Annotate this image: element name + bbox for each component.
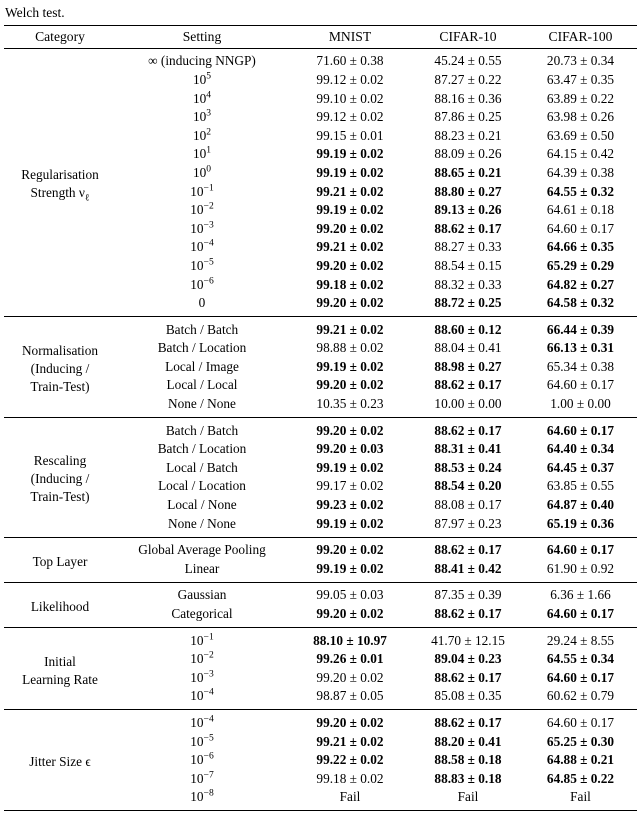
value-cell-cifar-100: 20.73 ± 0.34 bbox=[546, 53, 615, 69]
value-cell-mnist: 99.20 ± 0.02 bbox=[316, 220, 384, 236]
value-cell-mnist: 99.19 ± 0.02 bbox=[316, 358, 384, 374]
value-cell-cifar-100: 64.60 ± 0.17 bbox=[546, 714, 615, 730]
table-row bbox=[4, 317, 637, 340]
value-cell-mnist: 99.22 ± 0.02 bbox=[316, 752, 384, 768]
table-row bbox=[4, 710, 637, 733]
setting-cell: Gaussian bbox=[177, 587, 227, 603]
value-cell-mnist: 99.20 ± 0.03 bbox=[316, 441, 384, 457]
value-cell-cifar-100: 64.55 ± 0.32 bbox=[546, 183, 615, 199]
value-cell-cifar-100: 64.60 ± 0.17 bbox=[546, 542, 615, 558]
value-cell-mnist: 99.20 ± 0.02 bbox=[316, 257, 384, 273]
value-cell-mnist: 99.19 ± 0.02 bbox=[316, 459, 384, 475]
category-cell: Jitter Size ϵ bbox=[29, 754, 91, 770]
value-cell-mnist: 99.19 ± 0.02 bbox=[316, 560, 384, 576]
setting-cell: $10^2$ bbox=[192, 126, 212, 143]
value-cell-mnist: 98.88 ± 0.02 bbox=[316, 340, 384, 356]
table-header bbox=[4, 25, 637, 48]
value-cell-cifar-100: 65.34 ± 0.38 bbox=[546, 358, 615, 374]
setting-cell: $10^{-4}$ bbox=[190, 237, 214, 255]
setting-cell: None / None bbox=[168, 515, 236, 531]
setting-cell: $10^{-4}$ bbox=[190, 686, 214, 704]
setting-cell: $10^{-7}$ bbox=[190, 769, 214, 786]
value-cell-cifar-100: 64.45 ± 0.37 bbox=[546, 459, 615, 475]
value-cell-mnist: 99.20 ± 0.02 bbox=[316, 377, 384, 393]
column-header-cifar-100: CIFAR-100 bbox=[548, 28, 613, 44]
value-cell-cifar-100: 64.87 ± 0.40 bbox=[546, 497, 615, 513]
value-cell-cifar-10: 88.54 ± 0.15 bbox=[434, 257, 502, 273]
setting-cell: $10^{-5}$ bbox=[190, 256, 214, 273]
setting-cell: Batch / Batch bbox=[165, 321, 239, 337]
setting-cell: $10^4$ bbox=[192, 89, 212, 106]
value-cell-cifar-10: 85.08 ± 0.35 bbox=[434, 688, 502, 704]
value-cell-cifar-100: 64.66 ± 0.35 bbox=[546, 239, 615, 255]
value-cell-cifar-100: 64.60 ± 0.17 bbox=[546, 606, 615, 621]
value-cell-cifar-10: 88.62 ± 0.17 bbox=[434, 542, 502, 558]
setting-cell: Global Average Pooling bbox=[138, 542, 266, 558]
setting-cell: Local / Local bbox=[166, 377, 238, 393]
category-cell: Likelihood bbox=[30, 598, 90, 614]
category-cell: Rescaling (Inducing / Train-Test) bbox=[30, 453, 90, 505]
value-cell-mnist: 99.23 ± 0.02 bbox=[316, 497, 384, 513]
value-cell-cifar-10: 88.98 ± 0.27 bbox=[434, 358, 502, 374]
value-cell-cifar-10: 88.62 ± 0.17 bbox=[434, 422, 502, 438]
value-cell-mnist: 99.20 ± 0.02 bbox=[316, 295, 384, 311]
results-table bbox=[4, 25, 637, 812]
value-cell-cifar-100: 63.85 ± 0.55 bbox=[546, 478, 615, 494]
value-cell-mnist: 99.19 ± 0.02 bbox=[316, 202, 384, 218]
setting-cell: $10^5$ bbox=[192, 70, 212, 87]
setting-cell: $10^{-5}$ bbox=[190, 732, 214, 749]
value-cell-cifar-10: 41.70 ± 12.15 bbox=[431, 632, 505, 648]
value-cell-cifar-10: 88.27 ± 0.33 bbox=[434, 239, 502, 255]
value-cell-mnist: 99.20 ± 0.02 bbox=[316, 606, 384, 621]
value-cell-mnist: 99.19 ± 0.02 bbox=[316, 164, 384, 180]
setting-cell: $10^0$ bbox=[192, 163, 212, 180]
value-cell-mnist: 99.19 ± 0.02 bbox=[316, 146, 384, 162]
setting-cell: Batch / Location bbox=[157, 340, 247, 356]
value-cell-mnist: 99.20 ± 0.02 bbox=[316, 542, 384, 558]
setting-cell: Batch / Location bbox=[157, 441, 247, 457]
value-cell-cifar-100: 64.60 ± 0.17 bbox=[546, 422, 615, 438]
value-cell-cifar-100: 64.85 ± 0.22 bbox=[546, 770, 615, 786]
value-cell-mnist: 99.05 ± 0.03 bbox=[316, 587, 384, 603]
value-cell-cifar-10: 88.62 ± 0.17 bbox=[434, 714, 502, 730]
value-cell-mnist: 99.20 ± 0.02 bbox=[316, 714, 384, 730]
value-cell-cifar-10: 88.83 ± 0.18 bbox=[434, 770, 502, 786]
setting-cell: Linear bbox=[184, 560, 220, 576]
setting-cell: $10^{-1}$ bbox=[190, 631, 214, 648]
value-cell-mnist: 99.18 ± 0.02 bbox=[316, 770, 384, 786]
value-cell-cifar-10: 10.00 ± 0.00 bbox=[434, 396, 502, 412]
setting-cell: $10^{-3}$ bbox=[190, 668, 214, 685]
value-cell-cifar-100: 64.55 ± 0.34 bbox=[546, 651, 615, 667]
setting-cell: None / None bbox=[168, 396, 236, 412]
setting-cell: $10^{-2}$ bbox=[190, 200, 214, 218]
table-row bbox=[4, 628, 637, 651]
value-cell-cifar-100: 63.89 ± 0.22 bbox=[546, 90, 615, 106]
value-cell-cifar-100: 64.61 ± 0.18 bbox=[546, 202, 615, 218]
category-cell: Regularisation Strength $\nu_\ell$ bbox=[21, 167, 99, 204]
value-cell-cifar-10: 88.58 ± 0.18 bbox=[434, 752, 502, 768]
value-cell-cifar-100: 65.29 ± 0.29 bbox=[546, 257, 615, 273]
setting-cell: $10^{-6}$ bbox=[190, 275, 214, 292]
value-cell-cifar-10: 88.32 ± 0.33 bbox=[434, 276, 502, 292]
setting-cell: $10^{-8}$ bbox=[190, 787, 214, 805]
value-cell-mnist: 99.19 ± 0.02 bbox=[316, 515, 384, 531]
value-cell-cifar-100: 64.39 ± 0.38 bbox=[546, 164, 615, 180]
value-cell-cifar-100: 1.00 ± 0.00 bbox=[550, 396, 611, 412]
table-row bbox=[4, 418, 637, 441]
table-row bbox=[4, 537, 637, 560]
value-cell-mnist: 99.21 ± 0.02 bbox=[316, 239, 384, 255]
table-row bbox=[4, 582, 637, 605]
setting-cell: Local / Image bbox=[165, 358, 239, 374]
value-cell-cifar-100: 64.60 ± 0.17 bbox=[546, 377, 615, 393]
table-section bbox=[4, 582, 637, 627]
value-cell-mnist: 10.35 ± 0.23 bbox=[316, 396, 384, 412]
category-cell: Normalisation (Inducing / Train-Test) bbox=[21, 342, 99, 394]
value-cell-cifar-100: 29.24 ± 8.55 bbox=[546, 632, 615, 648]
value-cell-cifar-10: 88.65 ± 0.21 bbox=[434, 164, 502, 180]
table-section bbox=[4, 628, 637, 710]
value-cell-cifar-100: Fail bbox=[570, 789, 591, 805]
table-section bbox=[4, 710, 637, 811]
value-cell-cifar-100: 63.98 ± 0.26 bbox=[546, 109, 615, 125]
value-cell-cifar-100: 6.36 ± 1.66 bbox=[550, 587, 611, 603]
value-cell-cifar-10: 88.41 ± 0.42 bbox=[434, 560, 502, 576]
setting-cell: Local / None bbox=[167, 497, 237, 513]
header-row bbox=[4, 25, 637, 48]
table-section bbox=[4, 317, 637, 418]
value-cell-mnist: 99.20 ± 0.02 bbox=[316, 669, 384, 685]
value-cell-mnist: 99.10 ± 0.02 bbox=[316, 90, 384, 106]
value-cell-mnist: 99.12 ± 0.02 bbox=[316, 71, 384, 87]
value-cell-cifar-10: 87.97 ± 0.23 bbox=[434, 515, 502, 531]
value-cell-cifar-10: 45.24 ± 0.55 bbox=[434, 53, 502, 69]
value-cell-cifar-100: 64.40 ± 0.34 bbox=[546, 441, 615, 457]
setting-cell: 0 bbox=[198, 295, 206, 311]
setting-cell: $10^{-1}$ bbox=[190, 182, 214, 199]
value-cell-cifar-10: 88.62 ± 0.17 bbox=[434, 377, 502, 393]
value-cell-cifar-10: 88.62 ± 0.17 bbox=[434, 606, 502, 621]
value-cell-mnist: 99.12 ± 0.02 bbox=[316, 109, 384, 125]
value-cell-cifar-10: 88.62 ± 0.17 bbox=[434, 220, 502, 236]
value-cell-cifar-10: 89.04 ± 0.23 bbox=[434, 651, 502, 667]
value-cell-cifar-10: 88.62 ± 0.17 bbox=[434, 669, 502, 685]
table-section bbox=[4, 537, 637, 582]
table-section bbox=[4, 48, 637, 316]
value-cell-cifar-10: 88.23 ± 0.21 bbox=[434, 127, 502, 143]
value-cell-cifar-10: 88.04 ± 0.41 bbox=[434, 340, 502, 356]
value-cell-cifar-100: 63.69 ± 0.50 bbox=[546, 127, 615, 143]
setting-cell: Local / Location bbox=[158, 478, 246, 494]
value-cell-cifar-100: 65.19 ± 0.36 bbox=[546, 515, 615, 531]
column-header-mnist: MNIST bbox=[328, 28, 372, 44]
table-row bbox=[4, 48, 637, 71]
column-header-setting: Setting bbox=[182, 28, 222, 44]
value-cell-mnist: 99.20 ± 0.02 bbox=[316, 422, 384, 438]
setting-cell: ∞ (inducing NNGP) bbox=[148, 53, 256, 69]
value-cell-cifar-10: 88.60 ± 0.12 bbox=[434, 321, 502, 337]
setting-cell: Categorical bbox=[171, 606, 233, 621]
value-cell-cifar-100: 66.13 ± 0.31 bbox=[546, 340, 615, 356]
value-cell-mnist: 88.10 ± 10.97 bbox=[313, 632, 387, 648]
value-cell-cifar-10: 88.80 ± 0.27 bbox=[434, 183, 502, 199]
value-cell-cifar-100: 64.58 ± 0.32 bbox=[546, 295, 615, 311]
value-cell-cifar-10: 88.72 ± 0.25 bbox=[434, 295, 502, 311]
value-cell-cifar-100: 65.25 ± 0.30 bbox=[546, 733, 615, 749]
table-section bbox=[4, 418, 637, 538]
value-cell-cifar-10: 87.35 ± 0.39 bbox=[434, 587, 502, 603]
value-cell-mnist: 99.18 ± 0.02 bbox=[316, 276, 384, 292]
setting-cell: Batch / Batch bbox=[165, 422, 239, 438]
value-cell-mnist: 98.87 ± 0.05 bbox=[316, 688, 384, 704]
table-caption-text: Welch test. bbox=[5, 5, 65, 20]
value-cell-mnist: 99.21 ± 0.02 bbox=[316, 183, 384, 199]
value-cell-cifar-100: 60.62 ± 0.79 bbox=[546, 688, 615, 704]
setting-cell: Local / Batch bbox=[166, 459, 238, 475]
value-cell-cifar-10: 88.53 ± 0.24 bbox=[434, 459, 502, 475]
value-cell-cifar-10: 88.16 ± 0.36 bbox=[434, 90, 502, 106]
setting-cell: $10^{-2}$ bbox=[190, 649, 214, 667]
setting-cell: $10^{-6}$ bbox=[190, 750, 214, 768]
value-cell-mnist: 99.17 ± 0.02 bbox=[316, 478, 384, 494]
column-header-category: Category bbox=[35, 28, 85, 44]
value-cell-mnist: 99.21 ± 0.02 bbox=[316, 733, 384, 749]
value-cell-cifar-100: 63.47 ± 0.35 bbox=[546, 71, 615, 87]
column-header-cifar-10: CIFAR-10 bbox=[439, 28, 497, 44]
value-cell-cifar-10: 88.20 ± 0.41 bbox=[434, 733, 502, 749]
value-cell-cifar-10: 88.08 ± 0.17 bbox=[434, 497, 502, 513]
setting-cell: $10^3$ bbox=[192, 107, 212, 125]
value-cell-cifar-100: 64.60 ± 0.17 bbox=[546, 669, 615, 685]
value-cell-mnist: 99.26 ± 0.01 bbox=[316, 651, 384, 667]
value-cell-cifar-100: 64.60 ± 0.17 bbox=[546, 220, 615, 236]
value-cell-cifar-10: Fail bbox=[457, 789, 479, 805]
value-cell-cifar-10: 89.13 ± 0.26 bbox=[434, 202, 502, 218]
value-cell-cifar-10: 88.31 ± 0.41 bbox=[434, 441, 502, 457]
value-cell-cifar-100: 64.82 ± 0.27 bbox=[546, 276, 615, 292]
setting-cell: $10^1$ bbox=[192, 144, 212, 162]
category-cell: Initial Learning Rate bbox=[22, 653, 98, 687]
setting-cell: $10^{-4}$ bbox=[190, 713, 214, 730]
setting-cell: $10^{-3}$ bbox=[190, 219, 214, 236]
value-cell-cifar-10: 87.27 ± 0.22 bbox=[434, 71, 502, 87]
value-cell-mnist: 99.15 ± 0.01 bbox=[316, 127, 384, 143]
value-cell-cifar-100: 64.88 ± 0.21 bbox=[546, 752, 615, 768]
value-cell-mnist: 71.60 ± 0.38 bbox=[316, 53, 384, 69]
value-cell-cifar-10: 88.54 ± 0.20 bbox=[434, 478, 502, 494]
value-cell-cifar-10: 88.09 ± 0.26 bbox=[434, 146, 502, 162]
value-cell-mnist: 99.21 ± 0.02 bbox=[316, 321, 384, 337]
category-cell: Top Layer bbox=[32, 553, 88, 569]
value-cell-cifar-100: 64.15 ± 0.42 bbox=[546, 146, 615, 162]
value-cell-cifar-100: 66.44 ± 0.39 bbox=[546, 321, 615, 337]
value-cell-cifar-100: 61.90 ± 0.92 bbox=[546, 560, 615, 576]
value-cell-mnist: Fail bbox=[339, 789, 361, 805]
value-cell-cifar-10: 87.86 ± 0.25 bbox=[434, 109, 502, 125]
